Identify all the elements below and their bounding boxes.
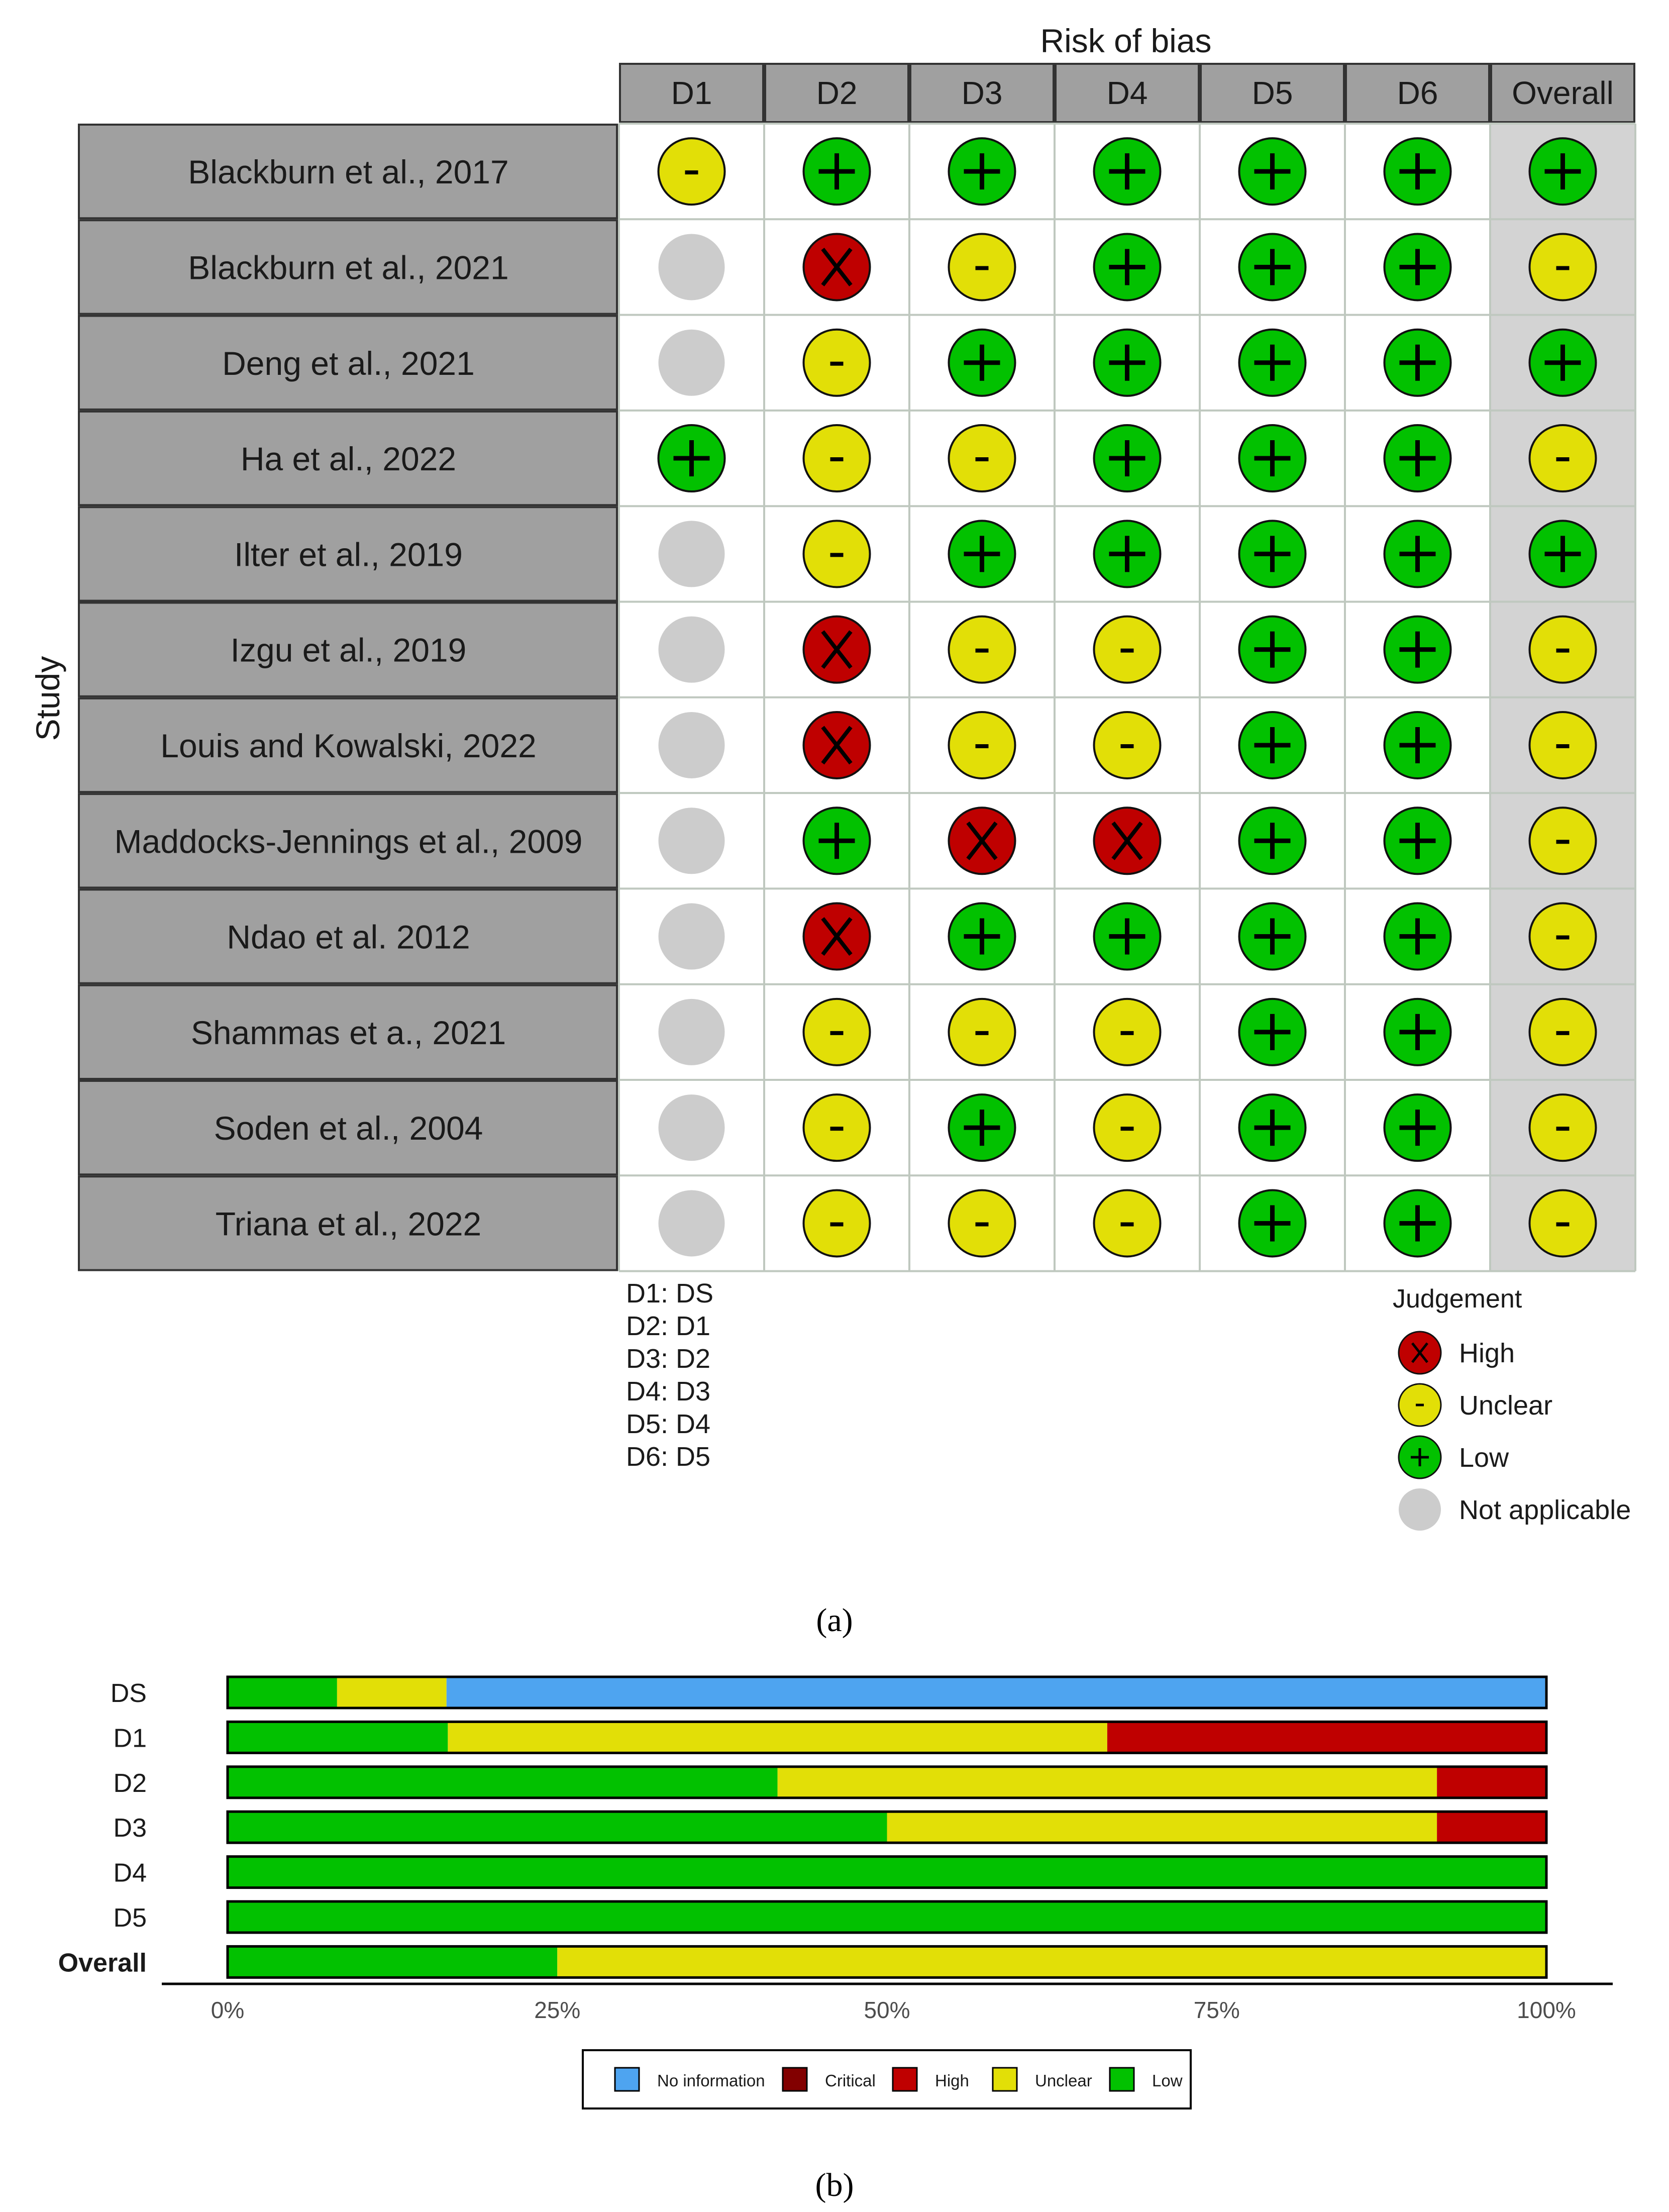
judgement-unclear xyxy=(949,712,1015,778)
panel-a-title: Risk of bias xyxy=(1040,22,1212,59)
column-header-d1: D1 xyxy=(671,75,712,111)
summary-bar-chart xyxy=(58,1677,1613,2023)
judgement-low xyxy=(1385,1094,1451,1161)
legend-label: Unclear xyxy=(1459,1390,1553,1421)
column-header-d4: D4 xyxy=(1106,75,1148,111)
column-header-overall: Overall xyxy=(1512,75,1614,111)
judgement-unclear xyxy=(1530,425,1596,491)
judgement-low xyxy=(1239,617,1306,683)
judgement-low xyxy=(949,138,1015,205)
study-label: Ndao et al. 2012 xyxy=(227,918,470,956)
bar-segment-low xyxy=(228,1677,337,1708)
judgement-low xyxy=(1385,138,1451,205)
judgement-low xyxy=(1239,712,1306,778)
judgement-high xyxy=(804,617,870,683)
legend-label: High xyxy=(935,2071,969,2090)
bar-segment-low xyxy=(228,1767,778,1798)
judgement-low xyxy=(1385,330,1451,396)
summary-legend-item-no-information xyxy=(615,2068,765,2091)
category-label: D1 xyxy=(113,1724,147,1753)
judgement-circle xyxy=(659,330,725,396)
judgement-high xyxy=(949,808,1015,874)
judgement-high xyxy=(804,712,870,778)
legend-item-na xyxy=(1399,1488,1631,1531)
legend-swatch xyxy=(615,2068,639,2091)
judgement-unclear xyxy=(1094,1094,1161,1161)
study-axis-label: Study xyxy=(29,656,66,741)
judgement-legend xyxy=(1393,1284,1631,1531)
judgement-na xyxy=(659,1094,725,1161)
category-label: D3 xyxy=(113,1814,147,1843)
category-label: D5 xyxy=(113,1903,147,1933)
judgement-low xyxy=(949,521,1015,587)
judgement-unclear xyxy=(1530,234,1596,300)
judgement-unclear xyxy=(804,425,870,491)
bar-segment-unclear xyxy=(887,1812,1437,1843)
judgement-na xyxy=(659,330,725,396)
bar-segment-high xyxy=(1437,1767,1546,1798)
judgement-low xyxy=(659,425,725,491)
judgement-low xyxy=(1530,521,1596,587)
judgement-legend-title: Judgement xyxy=(1393,1284,1522,1314)
judgement-unclear xyxy=(1530,1094,1596,1161)
judgement-low xyxy=(949,1094,1015,1161)
judgement-circle xyxy=(659,234,725,300)
judgement-na xyxy=(659,808,725,874)
x-tick-label: 100% xyxy=(1517,1997,1576,2023)
judgement-unclear xyxy=(949,425,1015,491)
judgement-circle xyxy=(659,1190,725,1256)
summary-legend-item-unclear xyxy=(993,2068,1092,2091)
domain-key xyxy=(626,1278,713,1472)
category-label: DS xyxy=(110,1679,147,1708)
judgement-low xyxy=(804,138,870,205)
judgement-low xyxy=(1385,425,1451,491)
legend-swatch xyxy=(783,2068,807,2091)
judgement-low xyxy=(1385,617,1451,683)
judgement-low xyxy=(949,903,1015,970)
study-label: Ilter et al., 2019 xyxy=(234,536,463,573)
bar-segment-low xyxy=(228,1857,1546,1888)
legend-label: Low xyxy=(1459,1443,1509,1473)
judgement-low xyxy=(1239,1190,1306,1256)
judgement-na xyxy=(659,712,725,778)
judgement-low xyxy=(1385,1190,1451,1256)
judgement-unclear xyxy=(1094,1190,1161,1256)
judgement-low xyxy=(1094,903,1161,970)
judgement-low xyxy=(1239,330,1306,396)
category-label: Overall xyxy=(58,1948,147,1978)
x-tick-label: 25% xyxy=(534,1997,581,2023)
judgement-unclear xyxy=(949,234,1015,300)
study-label: Soden et al., 2004 xyxy=(214,1110,483,1147)
judgement-low xyxy=(1385,999,1451,1065)
domain-key-line: D5: D4 xyxy=(626,1409,711,1439)
judgement-low xyxy=(1385,808,1451,874)
judgement-unclear xyxy=(1094,999,1161,1065)
bar-segment-low xyxy=(228,1722,448,1753)
domain-key-line: D4: D3 xyxy=(626,1376,711,1406)
judgement-unclear xyxy=(1530,617,1596,683)
judgement-unclear xyxy=(949,617,1015,683)
judgement-unclear xyxy=(1530,712,1596,778)
judgement-low xyxy=(1094,330,1161,396)
judgement-low xyxy=(949,330,1015,396)
judgement-low xyxy=(1239,808,1306,874)
summary-legend-item-critical xyxy=(783,2068,876,2091)
bar-segment-unclear xyxy=(778,1767,1437,1798)
legend-label: Low xyxy=(1152,2071,1183,2090)
judgement-unclear xyxy=(1094,617,1161,683)
study-label: Izgu et al., 2019 xyxy=(230,631,467,669)
domain-key-line: D2: D1 xyxy=(626,1311,711,1341)
bar-segment-no-information xyxy=(447,1677,1545,1708)
judgement-low xyxy=(1385,712,1451,778)
judgement-unclear xyxy=(1530,808,1596,874)
study-label: Deng et al., 2021 xyxy=(222,344,475,382)
bar-segment-low xyxy=(228,1901,1546,1933)
judgement-unclear xyxy=(1094,712,1161,778)
judgement-na xyxy=(659,521,725,587)
judgement-unclear xyxy=(804,521,870,587)
bar-segment-unclear xyxy=(557,1946,1546,1977)
bar-segment-unclear xyxy=(337,1677,447,1708)
column-header-d5: D5 xyxy=(1251,75,1293,111)
x-tick-label: 50% xyxy=(864,1997,910,2023)
judgement-circle xyxy=(659,521,725,587)
legend-circle xyxy=(1399,1488,1441,1531)
judgement-unclear xyxy=(949,1190,1015,1256)
judgement-unclear xyxy=(1530,1190,1596,1256)
judgement-low xyxy=(1385,903,1451,970)
judgement-unclear xyxy=(949,999,1015,1065)
legend-item-unclear xyxy=(1399,1384,1552,1426)
legend-swatch xyxy=(893,2068,917,2091)
domain-key-line: D3: D2 xyxy=(626,1344,711,1374)
judgement-unclear xyxy=(659,138,725,205)
judgement-low xyxy=(1239,425,1306,491)
judgement-na xyxy=(659,1190,725,1256)
column-header-d2: D2 xyxy=(816,75,858,111)
judgement-low xyxy=(1239,1094,1306,1161)
study-label: Blackburn et al., 2017 xyxy=(188,153,509,191)
judgement-circle xyxy=(659,903,725,970)
judgement-low xyxy=(1530,330,1596,396)
legend-swatch xyxy=(993,2068,1017,2091)
domain-key-line: D1: DS xyxy=(626,1278,714,1309)
judgement-low xyxy=(1385,234,1451,300)
judgement-unclear xyxy=(1530,999,1596,1065)
category-label: D2 xyxy=(113,1768,147,1798)
bar-segment-high xyxy=(1107,1722,1546,1753)
judgement-low xyxy=(1094,521,1161,587)
judgement-na xyxy=(659,903,725,970)
study-label: Shammas et a., 2021 xyxy=(190,1014,506,1051)
panel-a-caption: (a) xyxy=(816,1602,853,1639)
judgement-circle xyxy=(659,808,725,874)
judgement-low xyxy=(1530,138,1596,205)
judgement-unclear xyxy=(1530,903,1596,970)
judgement-circle xyxy=(659,999,725,1065)
judgement-circle xyxy=(659,1094,725,1161)
study-label: Triana et al., 2022 xyxy=(215,1205,482,1243)
judgement-low xyxy=(1239,234,1306,300)
x-tick-label: 0% xyxy=(211,1997,245,2023)
study-label: Louis and Kowalski, 2022 xyxy=(160,727,537,764)
bar-segment-unclear xyxy=(448,1722,1107,1753)
judgement-unclear xyxy=(804,1190,870,1256)
study-label: Blackburn et al., 2021 xyxy=(188,249,509,286)
bar-segment-low xyxy=(228,1946,557,1977)
judgement-na xyxy=(659,617,725,683)
legend-item-high xyxy=(1399,1332,1515,1374)
judgement-high xyxy=(804,903,870,970)
legend-label: No information xyxy=(657,2071,765,2090)
summary-legend xyxy=(583,2050,1191,2108)
judgement-low xyxy=(1094,234,1161,300)
column-header-d6: D6 xyxy=(1397,75,1438,111)
judgement-circle xyxy=(659,617,725,683)
judgement-na xyxy=(659,999,725,1065)
legend-label: Not applicable xyxy=(1459,1495,1631,1525)
study-label: Maddocks-Jennings et al., 2009 xyxy=(114,823,583,860)
legend-label: Critical xyxy=(825,2071,876,2090)
judgement-low xyxy=(1094,425,1161,491)
judgement-high xyxy=(804,234,870,300)
legend-label: High xyxy=(1459,1338,1515,1368)
judgement-unclear xyxy=(804,999,870,1065)
panel-b-caption: (b) xyxy=(815,2167,854,2203)
judgement-circle xyxy=(659,712,725,778)
legend-label: Unclear xyxy=(1035,2071,1092,2090)
column-header-d3: D3 xyxy=(961,75,1003,111)
legend-swatch xyxy=(1110,2068,1134,2091)
judgement-low xyxy=(1239,521,1306,587)
judgement-low xyxy=(1094,138,1161,205)
judgement-low xyxy=(1239,999,1306,1065)
domain-key-line: D6: D5 xyxy=(626,1442,711,1472)
judgement-low xyxy=(1385,521,1451,587)
judgement-high xyxy=(1094,808,1161,874)
judgement-low xyxy=(804,808,870,874)
judgement-low xyxy=(1239,903,1306,970)
study-label: Ha et al., 2022 xyxy=(240,440,457,478)
bar-segment-high xyxy=(1437,1812,1546,1843)
bar-segment-low xyxy=(228,1812,887,1843)
judgement-unclear xyxy=(804,330,870,396)
x-tick-label: 75% xyxy=(1193,1997,1240,2023)
traffic-light-grid xyxy=(79,64,1635,1271)
category-label: D4 xyxy=(113,1858,147,1888)
judgement-unclear xyxy=(804,1094,870,1161)
judgement-low xyxy=(1239,138,1306,205)
judgement-na xyxy=(659,234,725,300)
legend-item-low xyxy=(1399,1436,1509,1478)
